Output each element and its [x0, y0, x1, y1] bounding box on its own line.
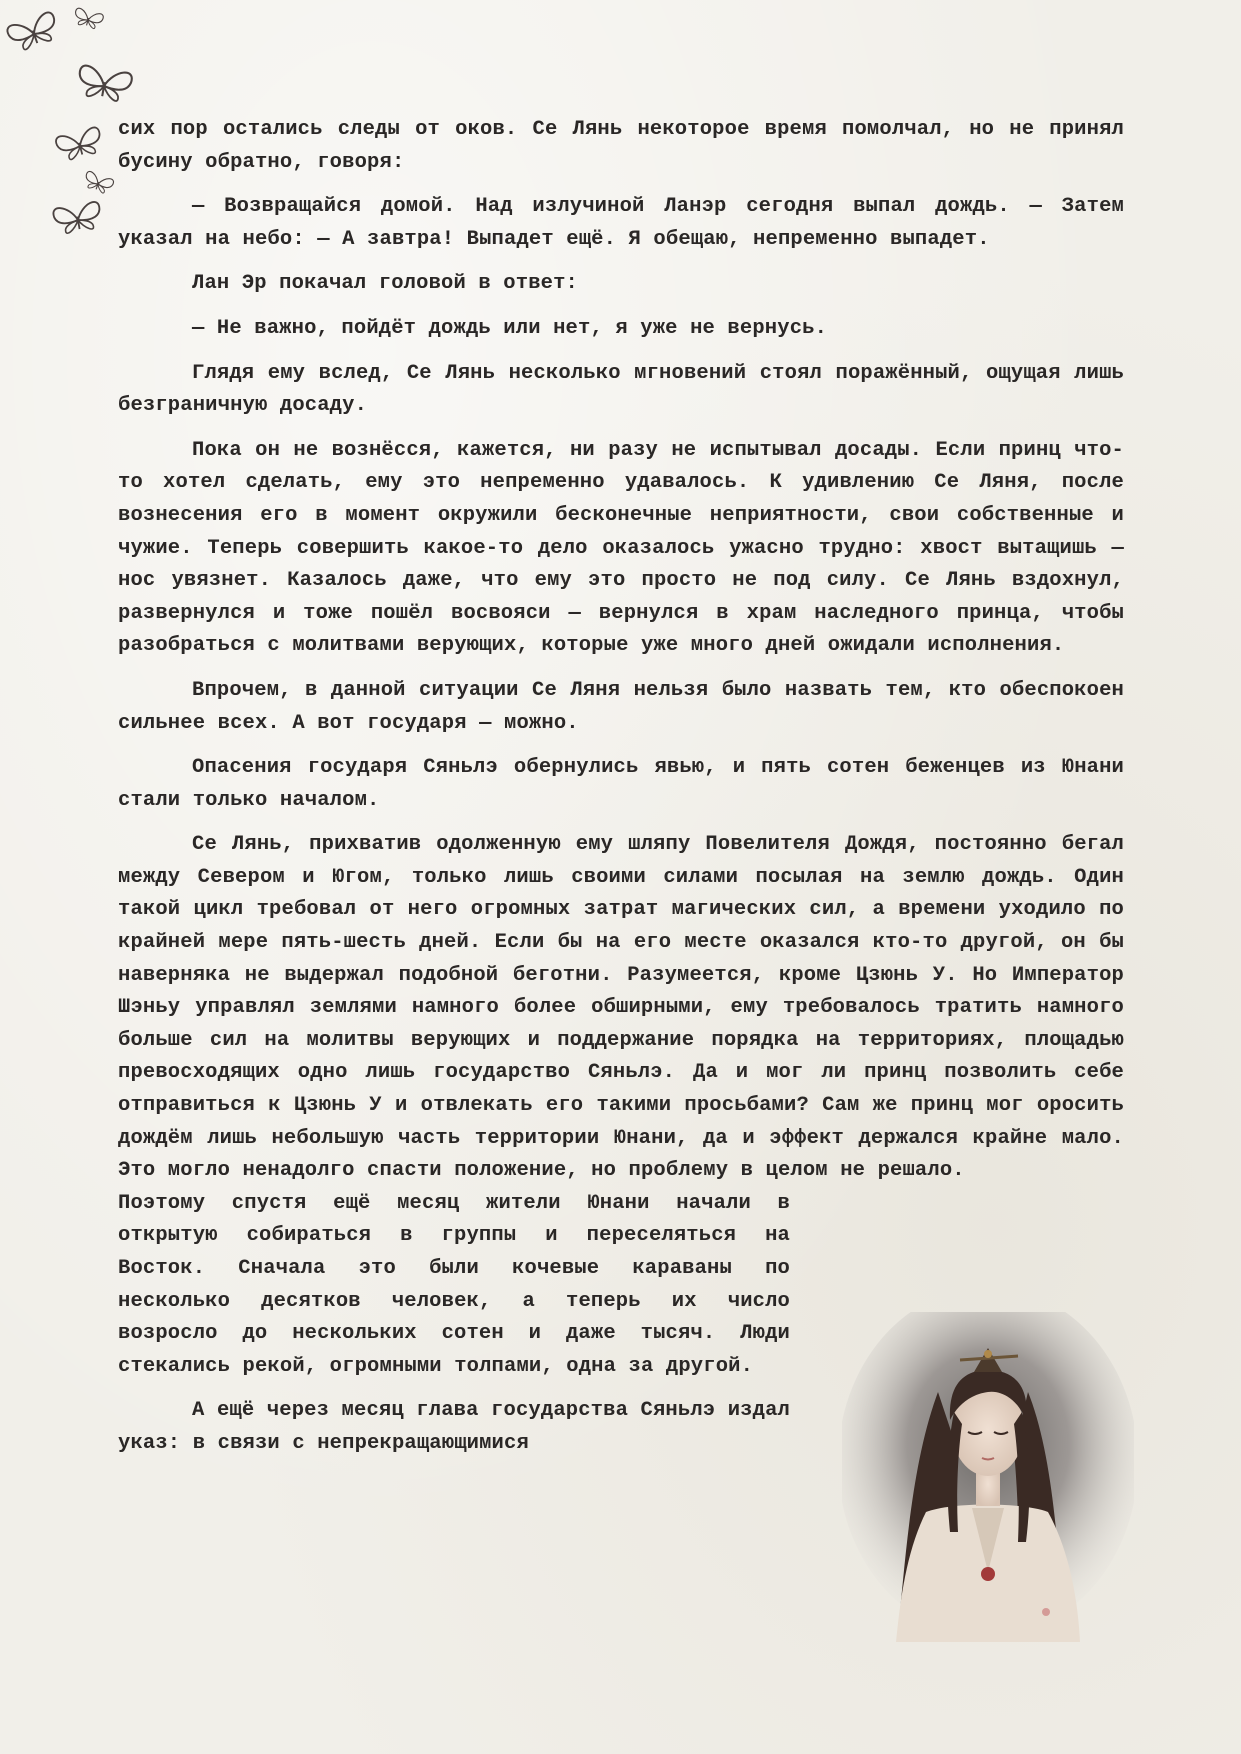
paragraph: Опасения государя Сяньлэ обернулись явью, и пять сотен беженцев из Юнани стали только началом.	[118, 756, 1124, 812]
paragraph: Впрочем, в данной ситуации Се Ляня нельзя было назвать тем, кто обеспокоен сильнее всех. А вот государя — можно.	[118, 678, 1124, 735]
paragraph: А ещё через месяц глава государства Сяньлэ издал указ: в связи с непрекращающимися	[118, 1399, 790, 1455]
paragraph: Лан Эр покачал головой в ответ:	[192, 272, 579, 296]
paragraph: сих пор остались следы от оков. Се Лянь некоторое время помолчал, но не принял бусину обратно, говоря:	[118, 118, 1124, 174]
paragraph: Се Лянь, прихватив одолженную ему шляпу Повелителя Дождя, постоянно бегал между Севером и Югом, только лишь своими силами посылая на землю дождь. Один такой цикл требовал от него огромных затрат магических сил, а времени уходило по крайней мере пять-шесть дней. Если бы на его месте оказался кто-то другой, он бы наверняка не выдержал подобной беготни. Разумеется, кроме Цзюнь У. Но Император Шэньу управлял землями намного более обширными, ему требовалось тратить намного больше сил на молитвы верующих и поддержание порядка на территориях, площадью превосходящих одно лишь государство Сяньлэ. Да и мог ли принц позволить себе отправиться к Цзюнь У и отвлекать его такими просьбами? Сам же принц мог оросить дождём лишь небольшую часть территории Юнани, да и эффект держался крайне мало. Это могло ненадолго спасти положение, но проблему в целом не решало.	[118, 833, 1124, 1183]
character-illustration	[842, 1312, 1134, 1642]
paragraph: — Возвращайся домой. Над излучиной Ланэр сегодня выпал дождь. — Затем указал на небо: — А завтра! Выпадет ещё. Я обещаю, непременно выпадет.	[118, 195, 1124, 251]
body-text	[118, 114, 1124, 1473]
paragraph: — Не важно, пойдёт дождь или нет, я уже не вернусь.	[192, 316, 828, 340]
paragraph: Глядя ему вслед, Се Лянь несколько мгновений стоял поражённый, ощущая лишь безграничную досаду.	[118, 361, 1124, 418]
paragraph: Пока он не вознёсся, кажется, ни разу не испытывал досады. Если принц что-то хотел сделать, ему это непременно удавалось. К удивлению Се Ляня, после вознесения его в момент окружили бесконечные неприятности, свои собственные и чужие. Теперь совершить какое-то дело оказалось ужасно трудно: хвост вытащишь — нос увязнет. Казалось даже, что ему это просто не под силу. Се Лянь вздохнул, развернулся и тоже пошёл восвояси — вернулся в храм наследного принца, чтобы разобраться с молитвами верующих, которые уже много дней ожидали исполнения.	[118, 438, 1124, 658]
paragraph: Поэтому спустя ещё месяц жители Юнани начали в открытую собираться в группы и переселяться на Восток. Сначала это были кочевые караваны по несколько десятков человек, а теперь их число возросло до нескольких сотен и даже тысяч. Люди стекались рекой, огромными толпами, одна за другой.	[118, 1191, 790, 1378]
